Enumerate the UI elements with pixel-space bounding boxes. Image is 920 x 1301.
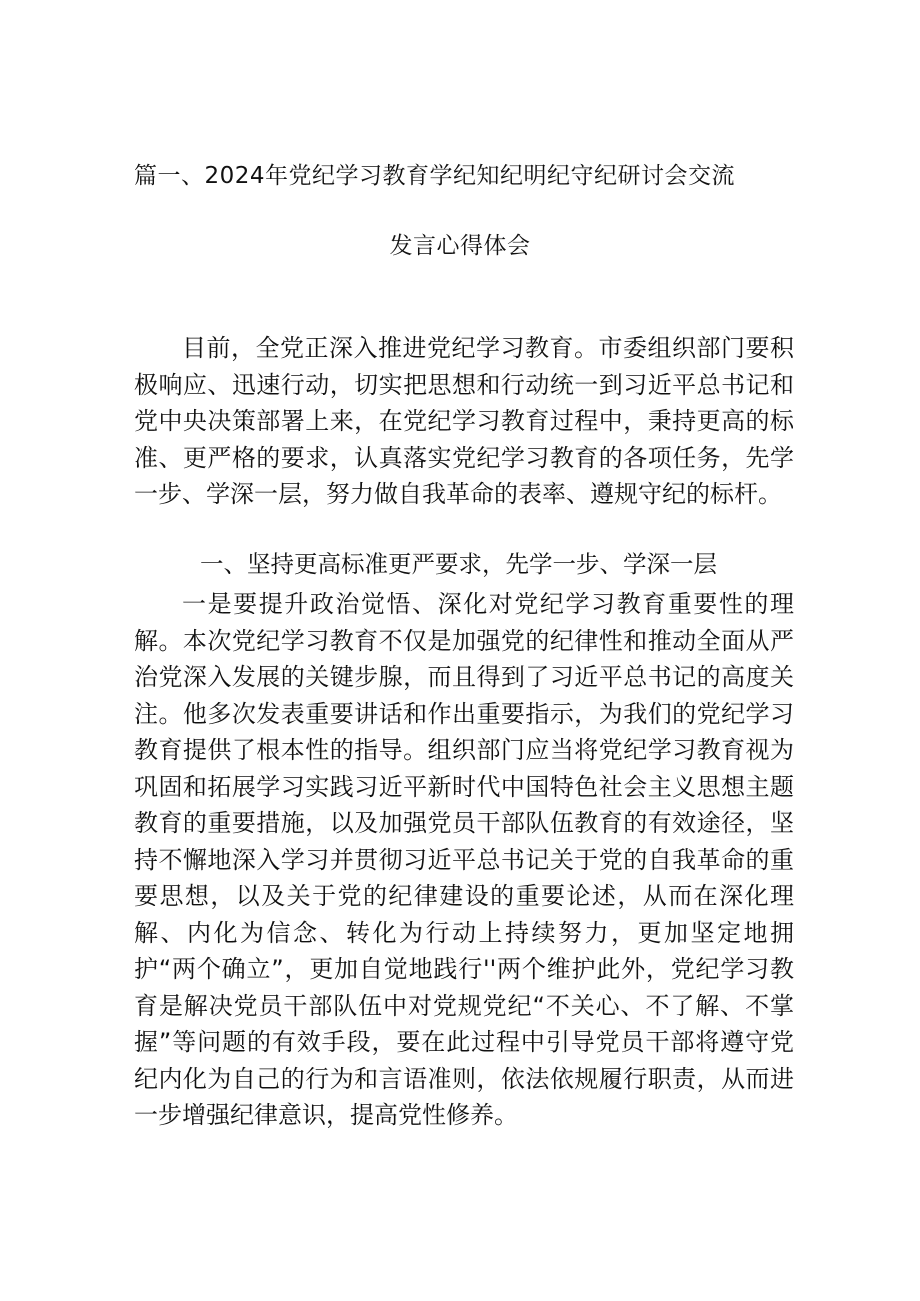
intro-paragraph: 目前，全党正深入推进党纪学习教育。市委组织部门要积极响应、迅速行动，切实把思想和行动统一到习近平总书记和党中央决策部署上来，在党纪学习教育过程中，秉持更高的标准、更严格的要求，认真落实党纪学习教育的各项任务，先学一步、学深一层，努力做自我革命的表率、遵规守纪的标杆。 xyxy=(134,334,794,508)
document-title-line-1: 篇一、2024年党纪学习教育学纪知纪明纪守纪研讨会交流 xyxy=(134,163,736,189)
body-paragraph-1: 一是要提升政治觉悟、深化对党纪学习教育重要性的理解。本次党纪学习教育不仅是加强党的纪律性和推动全面从严治党深入发展的关键步腺，而且得到了习近平总书记的高度关注。他多次发表重要讲话和作出重要指示，为我们的党纪学习教育提供了根本性的指导。组织部门应当将党纪学习教育视为巩固和拓展学习实践习近平新时代中国特色社会主义思想主题教育的重要措施，以及加强党员干部队伍教育的有效途径，坚持不懈地深入学习并贯彻习近平总书记关于党的自我革命的重要思想，以及关于党的纪律建设的重要论述，从而在深化理解、内化为信念、转化为行动上持续努力，更加坚定地拥护“两个确立”，更加自觉地践行''两个维护此外，党纪学习教育是解决党员干部队伍中对党规党纪“不关心、不了解、不掌握”等问题的有效手段，要在此过程中引导党员干部将遵守党纪内化为自己的行为和言语准则，依法依规履行职责，从而进一步增强纪律意识，提高党性修养。 xyxy=(134,590,794,1129)
document-title-line-2: 发言心得体会 xyxy=(389,233,531,259)
section-heading-1: 一、坚持更高标准更严要求，先学一步、学深一层 xyxy=(200,550,717,578)
